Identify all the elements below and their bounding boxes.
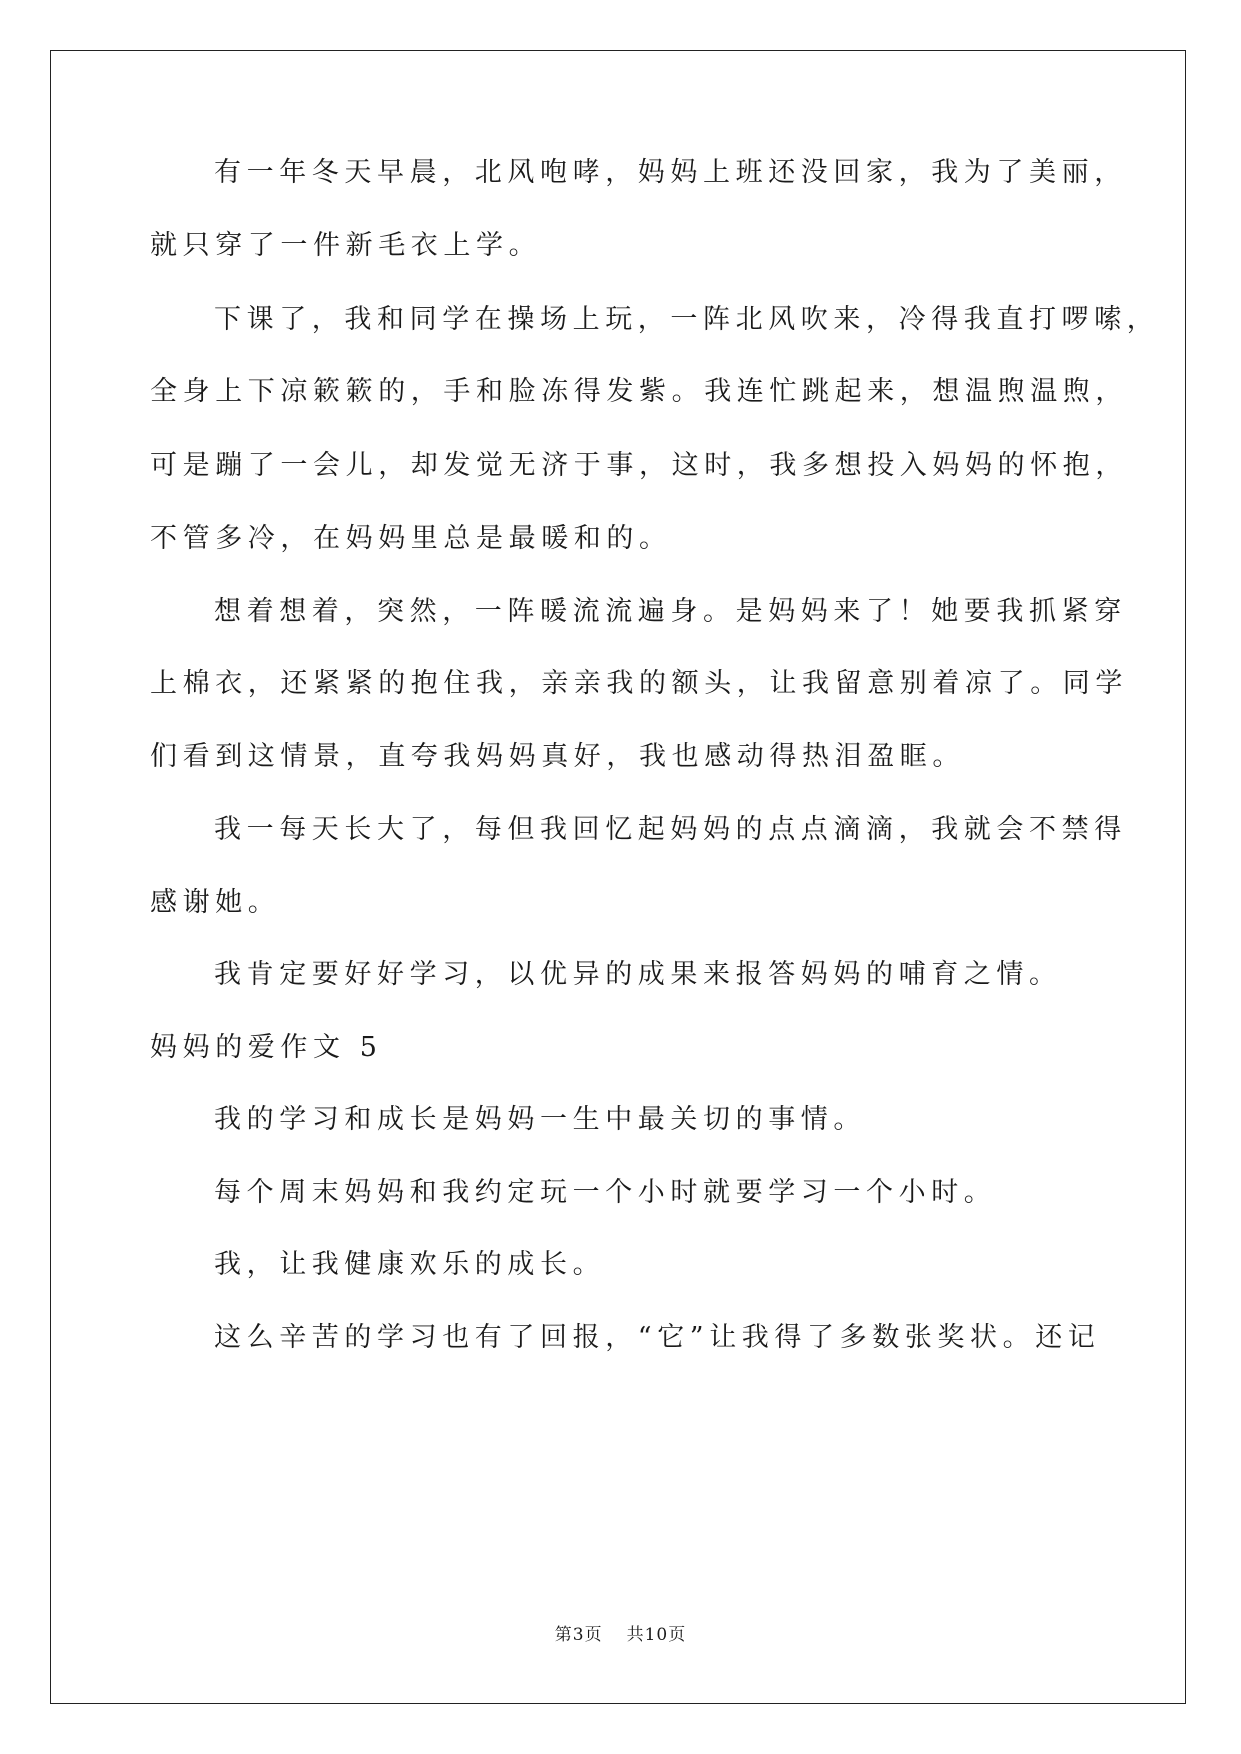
page-total: 共10页 <box>626 1625 687 1645</box>
paragraph-line: 我的学习和成长是妈妈一生中最关切的事情。 <box>214 1104 866 1135</box>
paragraph-line: 下课了，我和同学在操场上玩，一阵北风吹来，冷得我直打啰嗦， <box>214 304 1160 335</box>
paragraph-line: 有一年冬天早晨，北风咆哮，妈妈上班还没回家，我为了美丽， <box>214 157 1127 188</box>
paragraph-line: 想着想着，突然，一阵暖流流遍身。是妈妈来了！她要我抓紧穿 <box>214 596 1127 627</box>
page-border <box>50 50 1186 1704</box>
paragraph-line: 们看到这情景，直夸我妈妈真好，我也感动得热泪盈眶。 <box>150 741 965 772</box>
paragraph-line: 我一每天长大了，每但我回忆起妈妈的点点滴滴，我就会不禁得 <box>214 814 1127 845</box>
paragraph-line: 这么辛苦的学习也有了回报，“它”让我得了多数张奖状。还记 <box>214 1322 1101 1353</box>
paragraph-line: 就只穿了一件新毛衣上学。 <box>150 230 542 261</box>
paragraph-line: 感谢她。 <box>150 887 281 918</box>
paragraph-line: 可是蹦了一会儿，却发觉无济于事，这时，我多想投入妈妈的怀抱， <box>150 450 1128 481</box>
page-number: 第3页 <box>554 1625 603 1645</box>
paragraph-line: 我肯定要好好学习，以优异的成果来报答妈妈的哺育之情。 <box>214 959 1062 990</box>
paragraph-line: 上棉衣，还紧紧的抱住我，亲亲我的额头，让我留意别着凉了。同学 <box>150 668 1128 699</box>
paragraph-line: 每个周末妈妈和我约定玩一个小时就要学习一个小时。 <box>214 1177 997 1208</box>
section-heading: 妈妈的爱作文 5 <box>150 1032 383 1063</box>
paragraph-line: 不管多冷，在妈妈里总是最暖和的。 <box>150 523 672 554</box>
paragraph-line: 我，让我健康欢乐的成长。 <box>214 1249 606 1280</box>
page-footer <box>0 1620 1241 1645</box>
paragraph-line: 全身上下凉簌簌的，手和脸冻得发紫。我连忙跳起来，想温煦温煦， <box>150 376 1128 407</box>
